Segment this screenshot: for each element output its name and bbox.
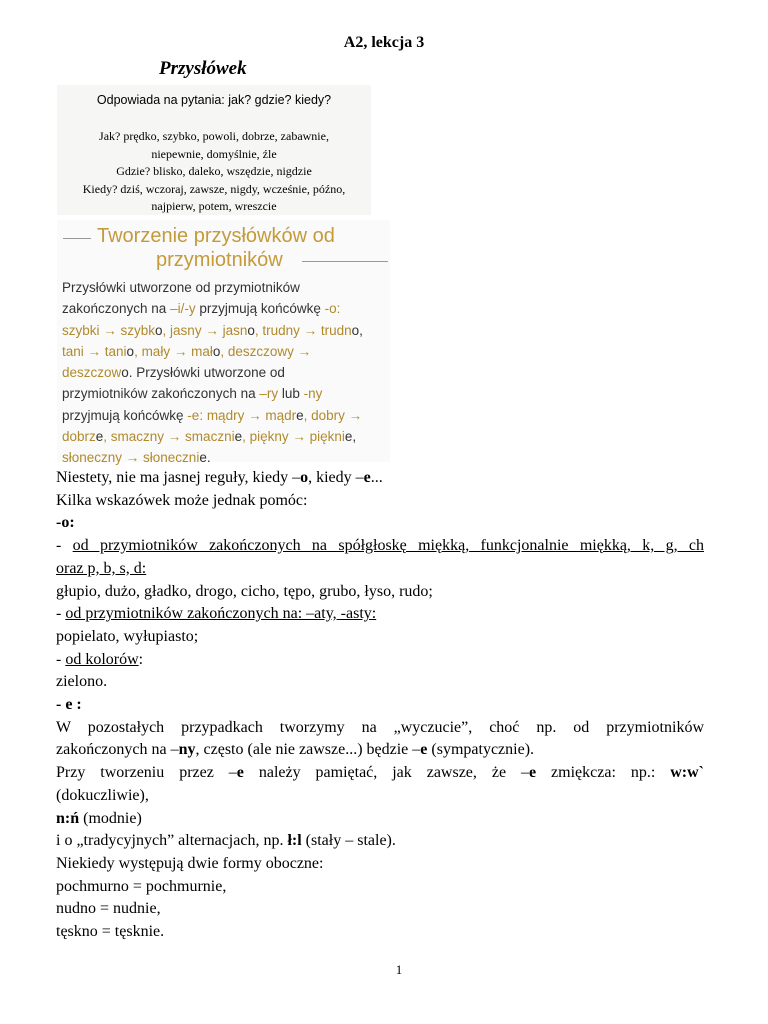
text-run: przymiotników zakończonych na [62,386,260,402]
adverb-question: Odpowiada na pytania: jak? gdzie? kiedy? [96,93,332,107]
formation-line [62,383,387,404]
text-run: : [138,650,144,668]
ending-highlight: –i/-y [170,301,196,317]
title-rule-left [63,238,91,239]
paragraph-line: popielato, wyłupiasto; [56,627,199,645]
text-run: przyjmują końcówkę [195,301,325,317]
text-run: . Przysłówki utworzone od [128,365,285,381]
paragraph-line: Kilka wskazówek może jednak pomóc: [56,491,308,509]
bold-run: o [300,469,309,486]
paragraph-line [56,603,704,626]
text-run: (modnie) [79,809,142,827]
formation-image [57,220,390,466]
jak-text: prędko, szybko, powoli, dobrze, zabawnie, [120,129,329,143]
paragraph-line [56,762,704,785]
paragraph-line [56,830,704,853]
example-run: tani → tani [62,343,127,359]
example-run: dobrz [62,429,96,445]
example-run: , dobry → [303,407,363,423]
underlined-run: od przymiotników zakończonych na: –aty, -asty: [65,605,377,623]
gdzie-line [57,163,371,181]
title-rule-right [302,261,388,262]
punctuation: , [352,429,357,445]
jak-line [57,128,371,146]
bold-run: e [363,469,371,486]
adverb-examples [57,128,371,216]
paragraph-line: W pozostałych przypadkach tworzymy na „wyczucie”, choć np. od przymiotników [56,718,704,736]
text-run: należy pamiętać, jak zawsze, że – [243,764,529,782]
example-line [62,320,387,341]
bold-run: n:ń [56,809,80,827]
ending-letter: e [344,429,353,445]
formation-title-line2: przymiotników [156,249,283,271]
text-run: (stały – stale). [301,832,396,850]
punctuation: , [359,322,363,338]
gdzie-label: Gdzie? [116,164,151,178]
paragraph-line: nudno = nudnie, [56,900,161,918]
ending-letter: e [296,407,304,423]
text-run: Przy tworzeniu przez – [56,764,237,782]
text-run: Niestety, nie ma jasnej reguły, kiedy – [56,469,301,486]
example-line [62,362,387,383]
text-run: ... [370,469,383,486]
text-run: zakończonych na [62,301,171,317]
example-run: szybki → szybk [62,322,156,338]
section-heading-e: - e : [56,696,82,714]
example-run: , mały → mał [134,343,213,359]
document-body [56,467,704,944]
formation-body [62,277,387,469]
formation-title-line1: Tworzenie przysłówków od [97,225,335,247]
example-run: , deszczowy → [220,343,312,359]
paragraph-line: pochmurno = pochmurnie, [56,877,227,895]
text-run: (sympatycznie). [427,741,535,759]
text-run: zmiękcza: np.: [536,764,671,782]
paragraph-line: tęskno = tęsknie. [56,923,165,941]
text-run: - [56,537,73,555]
ending-letter: e [199,450,207,466]
ending-letter: o [121,365,129,381]
paragraph-line [56,649,704,672]
paragraph-line: (dokuczliwie), [56,786,149,804]
bold-run: e [236,764,244,782]
page-number: 1 [395,962,403,977]
example-line [62,426,387,447]
ending-highlight: -e [187,407,200,423]
ending-highlight: -ny [303,386,323,402]
example-run: , jasny → jasn [162,322,248,338]
example-line [62,341,387,362]
text-run: lub [278,386,304,402]
jak-label: Jak? [99,129,121,143]
example-run: : mądry → mądr [199,407,297,423]
jak-line-2: niepewnie, domyślnie, źle [151,146,277,161]
text-run: , kiedy – [308,469,364,486]
bold-run: e [420,741,428,759]
text-run: , często (ale nie zawsze...) będzie – [195,741,421,759]
paragraph-line: głupio, dużo, gładko, drogo, cicho, tępo, grubo, łyso, rudo; [56,582,433,600]
example-run: , smaczny → smaczni [103,429,235,445]
adverb-heading: Przysłówek [159,58,247,79]
paragraph-line [56,739,704,762]
section-heading-o: -o: [56,514,75,532]
underlined-run: od przymiotników zakończonych na spółgłoskę miękką, funkcjonalnie miękką, k, g, ch [72,537,705,555]
bold-run: e [529,764,537,782]
punctuation: . [206,450,211,466]
ending-letter: e [95,429,104,445]
example-run: , trudny → trudn [254,322,352,338]
ending-letter: e [234,429,243,445]
paragraph-line [56,467,704,490]
gdzie-text: blisko, daleko, wszędzie, nigdzie [150,164,312,178]
text-run: zakończonych na – [56,741,179,759]
underlined-run: od kolorów [65,650,139,668]
paragraph-line: zielono. [56,673,108,691]
lesson-title: A2, lekcja 3 [343,34,425,51]
kiedy-text: dziś, wczoraj, zawsze, nigdy, wcześnie, późno, [117,181,346,196]
ending-letter: o [212,343,221,359]
adverb-image [57,55,371,215]
formation-line [62,405,387,426]
paragraph-line [56,535,704,558]
bold-run: ł:l [287,832,302,850]
ending-highlight: -o: [324,301,341,317]
ending-letter: o [155,322,163,338]
ending-letter: o [247,322,255,338]
paragraph-line: Niekiedy występują dwie formy oboczne: [56,854,324,872]
formation-line: Przysłówki utworzone od przymiotników [62,280,300,295]
text-run: - [56,650,66,668]
example-run: , piękny → piękni [242,429,345,445]
text-run: i o „tradycyjnych” alternacjach, np. [56,832,288,850]
bold-run: ny [178,741,196,759]
kiedy-line-2: najpierw, potem, wreszcie [151,199,277,213]
kiedy-line [57,181,371,199]
ending-letter: o [351,322,360,338]
paragraph-line [56,808,704,831]
ending-highlight: –ry [259,386,279,402]
kiedy-label: Kiedy? [82,181,118,196]
example-run: słoneczny → słoneczni [62,450,200,466]
text-run: - [56,605,66,623]
example-line [62,447,387,468]
bold-run: w:w` [670,764,704,782]
formation-line [62,298,387,319]
ending-letter: o [126,343,135,359]
text-run: przyjmują końcówkę [62,407,188,423]
example-run: deszczow [62,365,122,381]
paragraph-line: oraz p, b, s, d: [56,559,147,577]
